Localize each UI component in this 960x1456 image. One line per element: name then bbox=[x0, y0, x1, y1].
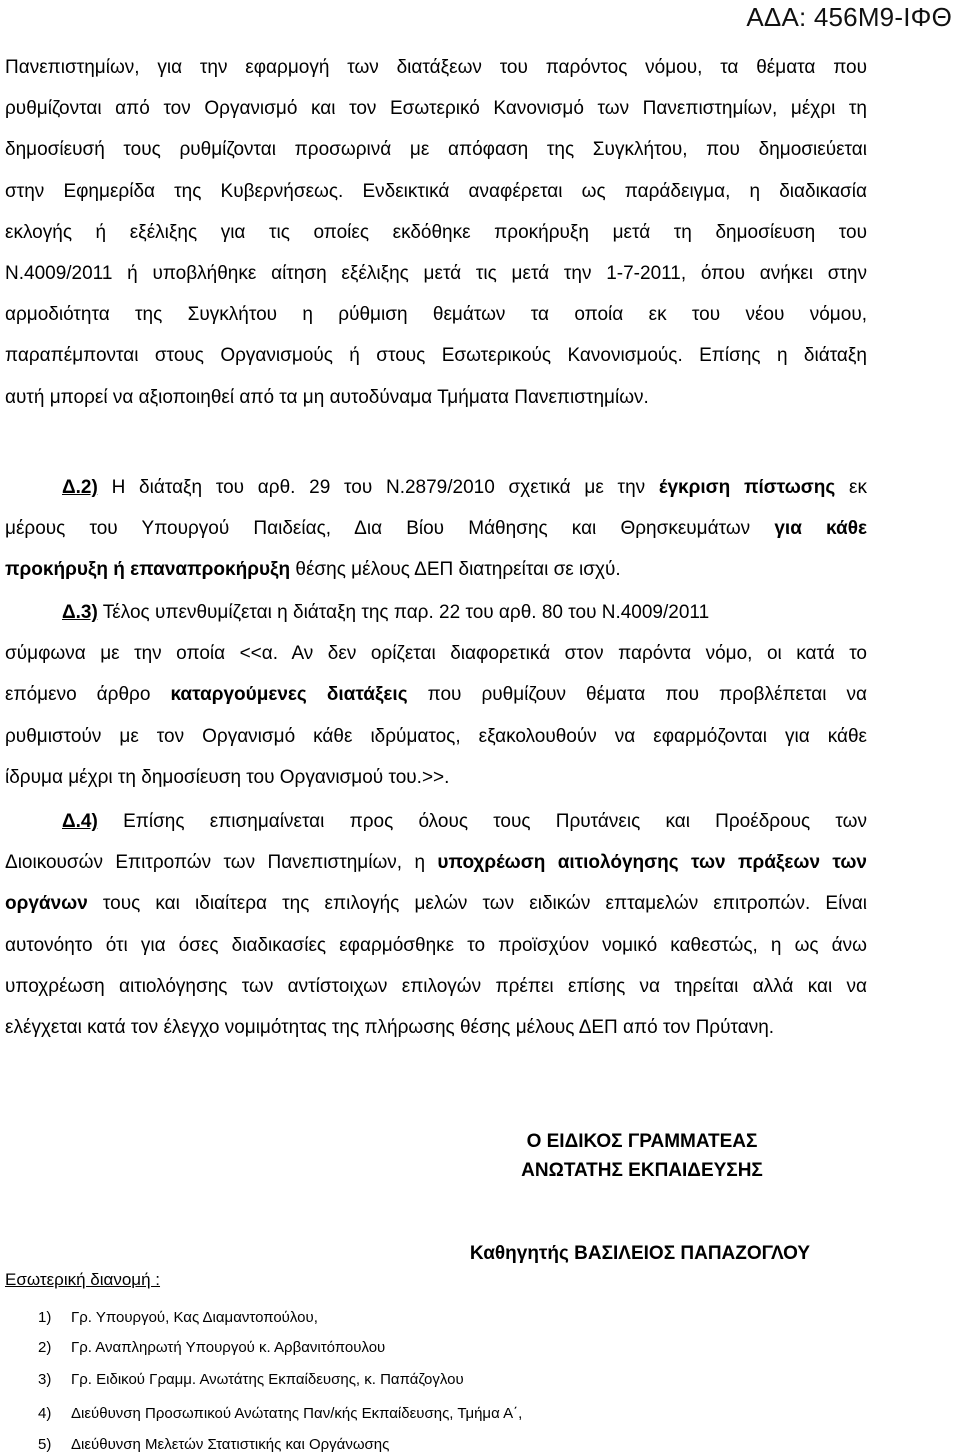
text-line bbox=[5, 467, 867, 508]
bold-text: έγκριση πίστωσης bbox=[658, 477, 836, 498]
text-run: μέρους του Υπουργού Παιδείας, Δια Βίου Μάθησης και Θρησκευμάτων bbox=[5, 518, 775, 540]
text-line: αυτή μπορεί να αξιοποιηθεί από τα μη αυτοδύναμα Τμήματα Πανεπιστημίων. bbox=[5, 386, 649, 408]
text-run: Επίσης επισημαίνεται προς όλους τους Πρυτάνεις και Προέδρους των bbox=[123, 811, 867, 832]
list-text: Διεύθυνση Προσωπικού Ανώτατης Παν/κής Εκπαίδευσης, Τμήμα Α΄, bbox=[71, 1405, 523, 1422]
text-line: αρμοδιότητα της Συγκλήτου η ρύθμιση θεμάτων τα οποία εκ του νέου νόμου, bbox=[5, 304, 867, 326]
bold-text: καταργούμενες διατάξεις bbox=[170, 684, 408, 706]
list-number: 2) bbox=[38, 1339, 52, 1356]
text-line: στην Εφημερίδα της Κυβερνήσεως. Ενδεικτικά αναφέρεται ως παράδειγμα, η διαδικασία bbox=[5, 180, 867, 202]
text-run: θέσης μέλους ΔΕΠ διατηρείται σε ισχύ. bbox=[290, 559, 621, 581]
text-run: Διοικουσών Επιτροπών των Πανεπιστημίων, η bbox=[5, 852, 438, 874]
list-item bbox=[38, 1371, 464, 1388]
text-run: τους και ιδιαίτερα της επιλογής μελών των ειδικών επταμελών επιτροπών. Είναι bbox=[87, 893, 867, 915]
text-line: ίδρυμα μέχρι τη δημοσίευση του Οργανισμού του.>>. bbox=[5, 766, 450, 788]
list-text: Γρ. Υπουργού, Κας Διαμαντοπούλου, bbox=[71, 1309, 318, 1326]
paragraph-intro bbox=[5, 47, 867, 418]
text-run: εκ bbox=[835, 477, 867, 498]
list-text: Γρ. Αναπληρωτή Υπουργού κ. Αρβανιτόπουλου bbox=[71, 1339, 386, 1356]
bold-text: υποχρέωση αιτιολόγησης των πράξεων των bbox=[437, 852, 867, 874]
text-line bbox=[5, 674, 867, 715]
list-number: 5) bbox=[38, 1436, 52, 1453]
text-line bbox=[5, 592, 867, 633]
text-line: εκλογής ή εξέλιξης για τις οποίες εκδόθηκε προκήρυξη μετά τη δημοσίευση του bbox=[5, 221, 867, 243]
text-line: αυτονόητο ότι για όσες διαδικασίες εφαρμόσθηκε το προϊσχύον νομικό καθεστώς, η ως άνω bbox=[5, 934, 867, 956]
list-item bbox=[38, 1309, 318, 1326]
list-text: Διεύθυνση Μελετών Στατιστικής και Οργάνωσης bbox=[71, 1436, 390, 1453]
list-item bbox=[38, 1405, 522, 1422]
list-number: 4) bbox=[38, 1405, 52, 1422]
list-item bbox=[38, 1436, 389, 1453]
section-d3 bbox=[5, 592, 867, 798]
text-line: ρυθμίζονται από τον Οργανισμό και τον Εσωτερικό Κανονισμό των Πανεπιστημίων, μέχρι τη bbox=[5, 98, 867, 120]
distribution-title: Εσωτερική διανομή : bbox=[5, 1270, 161, 1289]
text-run: Η διάταξη του αρθ. 29 του Ν.2879/2010 σχετικά με την bbox=[111, 477, 659, 498]
list-number: 3) bbox=[38, 1371, 52, 1388]
bold-text: για κάθε bbox=[774, 518, 867, 540]
section-label: Δ.4) bbox=[62, 811, 98, 832]
text-line: παραπέμπονται στους Οργανισμούς ή στους Εσωτερικούς Κανονισμούς. Επίσης η διάταξη bbox=[5, 345, 867, 367]
bold-text: προκήρυξη ή επαναπροκήρυξη bbox=[5, 559, 291, 581]
text-run: επόμενο άρθρο bbox=[5, 684, 171, 706]
text-line bbox=[5, 508, 867, 549]
section-label: Δ.2) bbox=[62, 477, 98, 498]
signature-title-1: Ο ΕΙΔΙΚΟΣ ΓΡΑΜΜΑΤΕΑΣ bbox=[526, 1131, 758, 1152]
text-line: δημοσίευσή τους ρυθμίζονται προσωρινά με απόφαση της Συγκλήτου, που δημοσιεύεται bbox=[5, 139, 867, 161]
text-line: Ν.4009/2011 ή υποβλήθηκε αίτηση εξέλιξης μετά τις μετά την 1-7-2011, όπου ανήκει στην bbox=[5, 263, 867, 285]
text-line bbox=[5, 549, 867, 590]
section-d2 bbox=[5, 467, 867, 591]
text-line: Πανεπιστημίων, για την εφαρμογή των διατάξεων του παρόντος νόμου, τα θέματα που bbox=[5, 57, 867, 78]
ada-code: ΑΔΑ: 456Μ9-ΙΦΘ bbox=[746, 2, 952, 32]
text-line bbox=[5, 842, 867, 883]
text-run: Τέλος υπενθυμίζεται η διάταξη της παρ. 22 του αρθ. 80 του Ν.4009/2011 bbox=[102, 602, 710, 623]
signature-name: Καθηγητής ΒΑΣΙΛΕΙΟΣ ΠΑΠΑΖΟΓΛΟΥ bbox=[469, 1243, 811, 1264]
text-run: που ρυθμίζουν θέματα που προβλέπεται να bbox=[407, 684, 867, 706]
text-line: σύμφωνα με την οποία <<α. Αν δεν ορίζεται διαφορετικά στον παρόντα νόμο, οι κατά το bbox=[5, 643, 867, 665]
signature-title-2: ΑΝΩΤΑΤΗΣ ΕΚΠΑΙΔΕΥΣΗΣ bbox=[521, 1160, 763, 1181]
text-line bbox=[5, 883, 867, 924]
list-item bbox=[38, 1339, 385, 1356]
list-text: Γρ. Ειδικού Γραμμ. Ανωτάτης Εκπαίδευσης, κ. Παπάζογλου bbox=[71, 1371, 464, 1388]
text-line: υποχρέωση αιτιολόγησης των αντίστοιχων επιλογών πρέπει επίσης να τηρείται αλλά και να bbox=[5, 975, 867, 997]
bold-text: οργάνων bbox=[5, 893, 88, 915]
text-line bbox=[5, 801, 867, 842]
list-number: 1) bbox=[38, 1309, 52, 1326]
section-label: Δ.3) bbox=[62, 602, 98, 623]
text-line: ελέγχεται κατά τον έλεγχο νομιμότητας της πλήρωσης θέσης μέλους ΔΕΠ από τον Πρύτανη. bbox=[5, 1017, 775, 1039]
text-line: ρυθμιστούν με τον Οργανισμό κάθε ιδρύματος, εξακολουθούν να εφαρμόζονται για κάθε bbox=[5, 725, 867, 747]
section-d4 bbox=[5, 801, 867, 1048]
